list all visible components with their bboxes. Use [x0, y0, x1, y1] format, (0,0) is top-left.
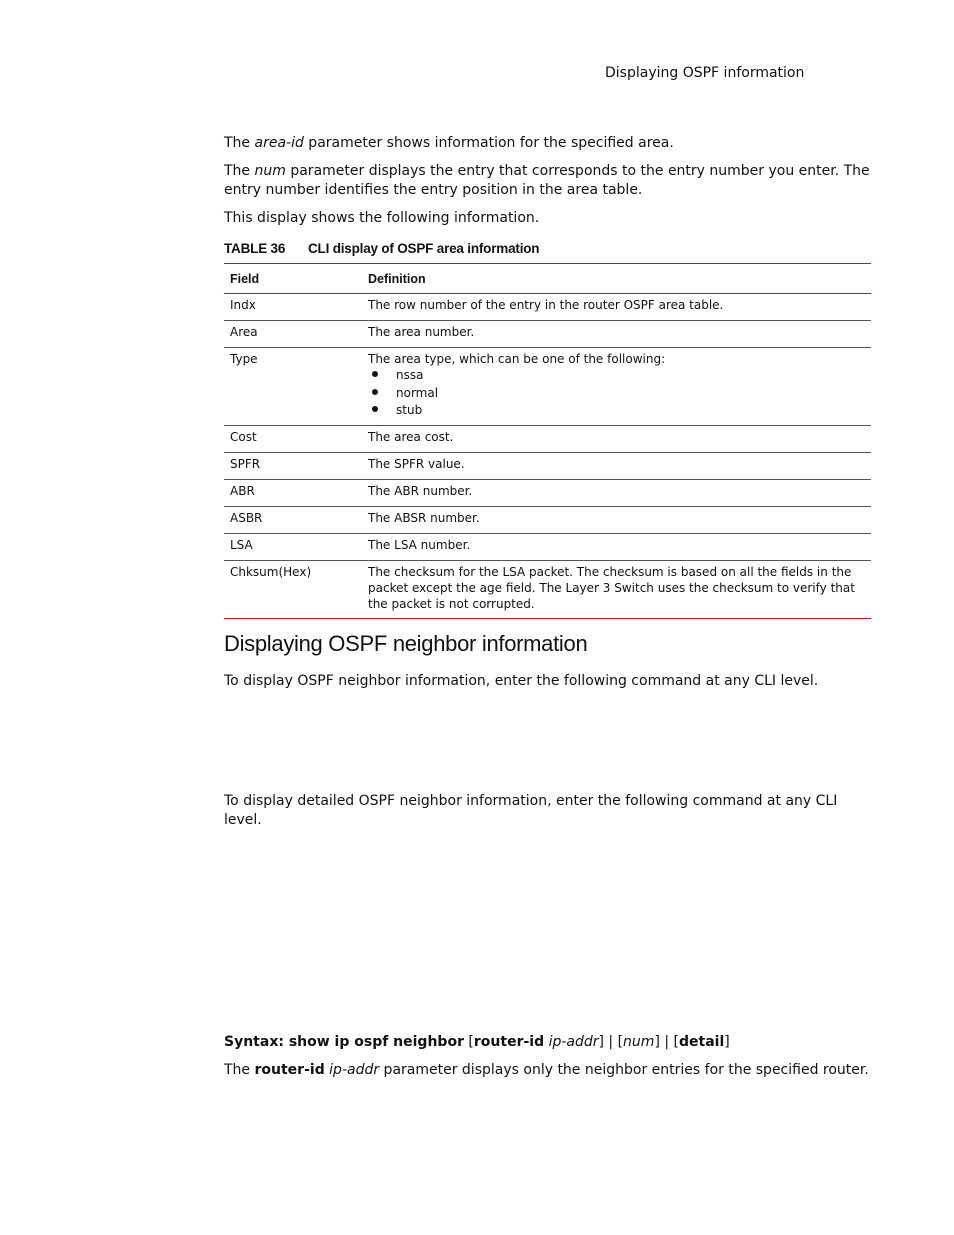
num-paragraph: The num parameter displays the entry that corresponds to the entry number you enter. The entry number identifies the entry position in the area table. [224, 163, 870, 198]
table-number: TABLE 36 [224, 241, 286, 256]
list-item: nssa [368, 367, 865, 385]
router-id-paragraph: The router-id ip-addr parameter displays only the neighbor entries for the specified router. [224, 1062, 869, 1078]
detail-keyword: detail [678, 1034, 725, 1050]
table-caption [224, 241, 539, 256]
field-cell: Chksum(Hex) [230, 564, 312, 579]
ip-addr-argument: ip-addr [548, 1034, 599, 1050]
table-row [224, 560, 871, 618]
detailed-neighbor-paragraph: To display detailed OSPF neighbor information, enter the following command at any CLI level. [224, 793, 838, 828]
field-column-header: Field [224, 264, 362, 294]
table-row [224, 321, 871, 348]
table-row [224, 479, 871, 506]
field-cell: Cost [224, 425, 362, 452]
definition-cell [362, 348, 871, 426]
syntax-command: Syntax: show ip ospf neighbor [224, 1034, 464, 1050]
router-id-keyword: router-id [473, 1034, 545, 1050]
num-argument: num [623, 1034, 655, 1050]
section-heading: Displaying OSPF neighbor information [224, 631, 588, 656]
field-cell: ASBR [224, 506, 362, 533]
field-cell: Area [224, 321, 362, 348]
table-row [224, 425, 871, 452]
field-cell: LSA [224, 533, 362, 560]
definition-cell: The SPFR value. [362, 452, 871, 479]
list-item: normal [368, 385, 865, 403]
table-row [224, 348, 871, 426]
syntax-line: Syntax: show ip ospf neighbor [router-id ip-addr] | [num] | [detail] [224, 1034, 730, 1050]
definition-cell: The ABSR number. [362, 506, 871, 533]
definition-cell: The row number of the entry in the router OSPF area table. [362, 294, 871, 321]
table-title: CLI display of OSPF area information [308, 241, 540, 256]
definition-cell: The LSA number. [362, 533, 871, 560]
definition-cell: The ABR number. [362, 479, 871, 506]
definition-cell: The area cost. [362, 425, 871, 452]
list-item: stub [368, 402, 865, 420]
field-cell: SPFR [224, 452, 362, 479]
definition-column-header: Definition [362, 264, 871, 294]
table-row [224, 533, 871, 560]
running-header: Displaying OSPF information [605, 65, 805, 81]
ospf-area-table [224, 263, 871, 619]
definition-cell: The checksum for the LSA packet. The checksum is based on all the fields in the packet except the age field. The Layer 3 Switch uses the checksum to verify that the packet is not corrupted. [368, 564, 855, 611]
area-id-paragraph: The area-id parameter shows information for the specified area. [224, 135, 674, 151]
definition-cell: The area number. [362, 321, 871, 348]
table-header-row [224, 264, 871, 294]
field-cell: Type [224, 348, 362, 426]
table-row [224, 452, 871, 479]
area-type-list [368, 367, 865, 420]
field-cell: ABR [224, 479, 362, 506]
neighbor-command-paragraph: To display OSPF neighbor information, enter the following command at any CLI level. [224, 673, 819, 689]
definition-text: The area type, which can be one of the following: [368, 352, 666, 366]
field-cell: Indx [224, 294, 362, 321]
table-row [224, 294, 871, 321]
table-row [224, 506, 871, 533]
display-info-paragraph: This display shows the following information. [224, 210, 540, 226]
